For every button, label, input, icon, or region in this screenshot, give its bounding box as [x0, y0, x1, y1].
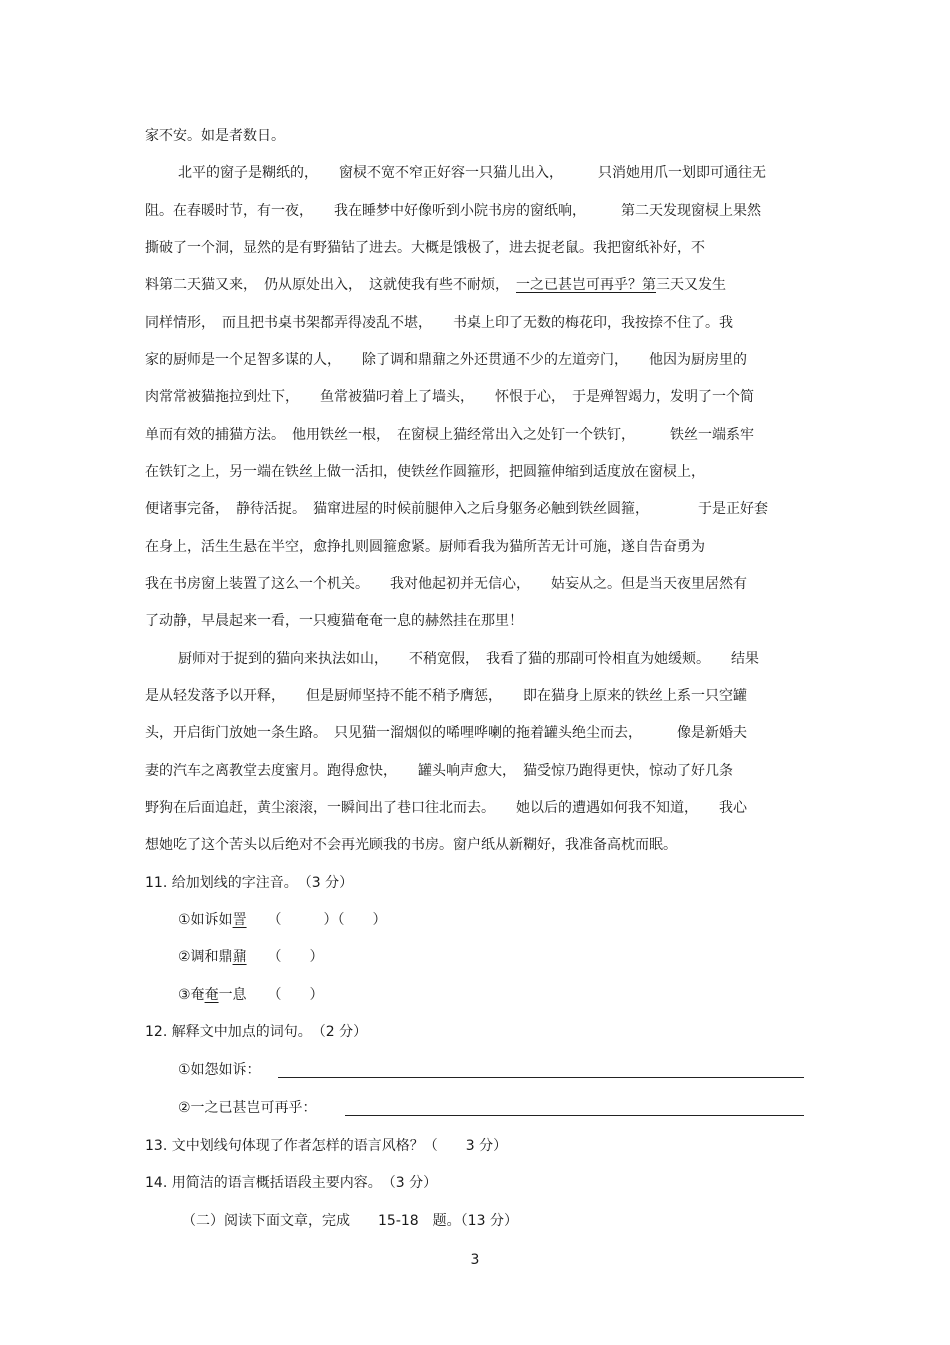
question-number: 14. [145, 1175, 168, 1191]
passage-line: 在铁钉之上，另一端在铁丝上做一活扣，使铁丝作圆箍形，把圆箍伸缩到适度放在窗棂上， [145, 464, 705, 480]
marked-char: 奄 [204, 987, 219, 1003]
passage-line: 我在书房窗上装置了这么一个机关。 我对他起初并无信心， 姑妄从之。但是当天夜里居然有 [145, 576, 747, 592]
answer-line[interactable] [278, 1077, 804, 1078]
question-13 [145, 1136, 507, 1156]
question-text: 用简洁的语言概括语段主要内容。 （3 分） [171, 1175, 438, 1191]
page-number: 3 [470, 1252, 480, 1268]
q11-item-1 [178, 910, 387, 930]
passage-line: 厨师对于捉到的猫向来执法如山， 不稍宽假， 我看了猫的那副可怜相直为她缓颊。 结果 [178, 651, 759, 667]
answer-blank[interactable]: （ ）（ ） [246, 912, 387, 928]
question-11 [145, 873, 353, 893]
passage-line: 头，开启街门放她一条生路。 只见猫一溜烟似的唏哩哗喇的拖着罐头绝尘而去， 像是新婚夫 [145, 725, 747, 741]
item-text: ②调和鼎 [178, 949, 233, 965]
passage-line: 阻。在春暖时节，有一夜， 我在睡梦中好像听到小院书房的窗纸响， 第二天发现窗棂上果然 [145, 203, 761, 219]
item-text: ①如诉如 [178, 912, 233, 928]
line-text: 三天又发生 [656, 277, 726, 293]
item-text: 一息 [218, 987, 247, 1003]
passage-line: 是从轻发落予以开释， 但是厨师坚持不能不稍予膺惩， 即在猫身上原来的铁丝上系一只空罐 [145, 688, 747, 704]
q11-item-3 [178, 985, 324, 1005]
answer-blank[interactable]: （ ） [246, 987, 324, 1003]
q11-item-2 [178, 947, 324, 967]
question-number: 12. [145, 1024, 168, 1040]
marked-char: 鼐 [232, 949, 247, 965]
question-12 [145, 1022, 367, 1042]
marked-char: 詈 [232, 912, 247, 928]
passage-line: 单而有效的捕猫方法。 他用铁丝一根， 在窗棂上猫经常出入之处钉一个铁钉， 铁丝一端系牢 [145, 427, 754, 443]
passage-line: 撕破了一个洞，显然的是有野猫钻了进去。大概是饿极了，进去捉老鼠。我把窗纸补好，不 [145, 240, 705, 256]
passage-line: 在身上，活生生悬在半空，愈挣扎则圆箍愈紧。厨师看我为猫所苦无计可施，遂自告奋勇为 [145, 539, 705, 555]
passage-line [145, 313, 733, 333]
answer-line[interactable] [345, 1115, 804, 1116]
passage-line-with-underline [145, 275, 726, 295]
underlined-sentence: 一之已甚岂可再乎？第 [516, 277, 656, 293]
question-number: 11. [145, 875, 168, 891]
passage-line: 家的厨师是一个足智多谋的人， 除了调和鼎鼐之外还贯通不少的左道旁门， 他因为厨房里的 [145, 352, 747, 368]
line-text: 书桌上印了无数的梅花印，我按捺不住了。我 [453, 315, 733, 331]
line-text: 同样情形， 而且把书桌书架都弄得凌乱不堪， [145, 315, 453, 331]
passage-line: 野狗在后面追赶，黄尘滚滚，一瞬间出了巷口往北而去。 她以后的遭遇如何我不知道， 我心 [145, 800, 747, 816]
question-text: 文中划线句体现了作者怎样的语言风格？（ 3 分） [171, 1138, 508, 1154]
passage-line: 家不安。如是者数日。 [145, 128, 285, 144]
question-text: 给加划线的字注音。 （3 分） [171, 875, 354, 891]
section-heading: （二）阅读下面文章，完成 15-18 题。（13 分） [182, 1213, 518, 1229]
question-14 [145, 1173, 437, 1193]
line-text: 料第二天猫又来， 仍从原处出入， 这就使我有些不耐烦， [145, 277, 516, 293]
passage-line: 了动静，早晨起来一看，一只瘦猫奄奄一息的赫然挂在那里！ [145, 613, 523, 629]
passage-line: 妻的汽车之离教堂去度蜜月。跑得愈快， 罐头响声愈大， 猫受惊乃跑得更快，惊动了好几条 [145, 763, 733, 779]
q12-item-2: ②一之已甚岂可再乎： [178, 1100, 317, 1116]
q12-item-1: ①如怨如诉： [178, 1062, 261, 1078]
question-number: 13. [145, 1138, 168, 1154]
passage-line: 想她吃了这个苦头以后绝对不会再光顾我的书房。窗户纸从新糊好，我准备高枕而眠。 [145, 837, 677, 853]
item-text: ③奄 [178, 987, 205, 1003]
answer-blank[interactable]: （ ） [246, 949, 324, 965]
passage-line: 便诸事完备， 静待活捉。 猫窜进屋的时候前腿伸入之后身躯务必触到铁丝圆箍， 于是正好套 [145, 501, 768, 517]
passage-line: 肉常常被猫拖拉到灶下， 鱼常被猫叼着上了墙头， 怀恨于心， 于是殚智竭力，发明了一个简 [145, 389, 754, 405]
passage-line: 北平的窗子是糊纸的， 窗棂不宽不窄正好容一只猫儿出入， 只消她用爪一划即可通往无 [178, 165, 766, 181]
question-text: 解释文中加点的词句。 （2 分） [171, 1024, 368, 1040]
